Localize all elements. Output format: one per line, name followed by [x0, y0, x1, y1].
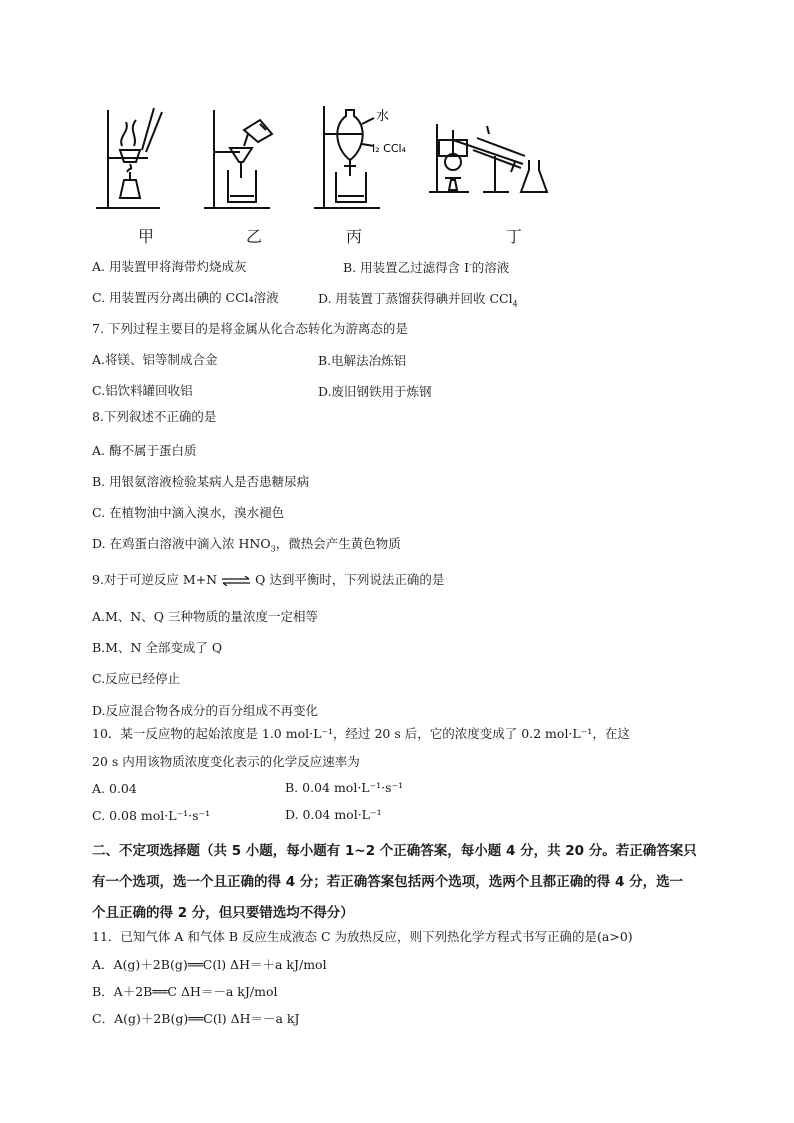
apparatus-ding-figure: [425, 100, 560, 220]
q9-stem: [92, 571, 444, 589]
section2-instructions-line3: 个且正确的得 2 分，但只要错选均不得分）: [92, 905, 354, 921]
section2-instructions-line2: 有一个选项，选一个且正确的得 4 分；若正确答案包括两个选项，选两个且都正确的得 4 分，选一: [92, 874, 684, 890]
q7-option-d: D.废旧钢铁用于炼钢: [318, 384, 432, 399]
q11-option-a: A．A(g)＋2B(g)══C(l) ΔH＝＋a kJ/mol: [92, 957, 327, 972]
q8-option-c: C. 在植物油中滴入溴水，溴水褪色: [92, 505, 285, 520]
q9-stem-text: 9.对于可逆反应 M+N: [92, 572, 218, 587]
q10-option-c: C. 0.08 mol·L⁻¹·s⁻¹: [92, 808, 211, 823]
q6-option-d: [318, 289, 518, 309]
q7-option-a: A.将镁、铝等制成合金: [92, 352, 218, 367]
q11-option-c: C．A(g)＋2B(g)══C(l) ΔH＝－a kJ: [92, 1011, 300, 1026]
q8-option-b: B. 用银氨溶液检验某病人是否患糖尿病: [92, 474, 310, 489]
q9-option-d: D.反应混合物各成分的百分组成不再变化: [92, 703, 319, 718]
q10-stem-line1: 10．某一反应物的起始浓度是 1.0 mol·L⁻¹，经过 20 s 后，它的浓度变成了 0.2 mol·L⁻¹，在这: [92, 726, 630, 741]
q6-option-a: A. 用装置甲将海带灼烧成灰: [92, 259, 247, 274]
apparatus-figures: [90, 100, 560, 250]
q9-option-c: C.反应已经停止: [92, 671, 181, 686]
q6-option-b-text: B. 用装置乙过滤得含 I: [343, 260, 470, 275]
q6-option-b-sup: -: [469, 259, 472, 269]
q8-option-a: A. 酶不属于蛋白质: [92, 443, 197, 458]
apparatus-yi-figure: [200, 100, 290, 220]
q8-option-d-sub: 3: [270, 544, 276, 554]
apparatus-jia-figure: [90, 100, 180, 220]
q8-option-d-tail: ，微热会产生黄色物质: [275, 536, 401, 551]
q10-option-d: D. 0.04 mol·L⁻¹: [285, 807, 382, 822]
q6-option-c: C. 用装置丙分离出碘的 CCl₄溶液: [92, 290, 279, 305]
q8-option-d-text: D. 在鸡蛋白溶液中滴入浓 HNO: [92, 536, 271, 551]
water-label: 水: [376, 109, 390, 124]
q7-stem: 7. 下列过程主要目的是将金属从化合态转化为游离态的是: [92, 321, 408, 336]
q8-option-d: [92, 535, 401, 559]
q10-option-b: B. 0.04 mol·L⁻¹·s⁻¹: [285, 780, 404, 795]
q10-stem-line2: 20 s 内用该物质浓度变化表示的化学反应速率为: [92, 754, 360, 769]
reversible-arrow-icon: [221, 576, 251, 586]
q6-option-d-sub: 4: [512, 299, 518, 309]
figure-label-jia: 甲: [137, 227, 154, 246]
q9-option-b: B.M、N 全部变成了 Q: [92, 640, 223, 655]
section2-instructions-line1: 二、不定项选择题（共 5 小题，每小题有 1~2 个正确答案，每小题 4 分，共 20 分。若正确答案只: [92, 843, 697, 859]
i2-ccl4-label: I₂ CCl₄: [372, 142, 406, 155]
q11-stem: 11．已知气体 A 和气体 B 反应生成液态 C 为放热反应，则下列热化学方程式书写正确的是(a>0): [92, 929, 633, 944]
apparatus-bing-figure: [310, 100, 420, 220]
q7-option-c: C.铝饮料罐回收铝: [92, 383, 193, 398]
q6-option-b-tail: 的溶液: [471, 260, 510, 275]
figure-label-yi: 乙: [245, 227, 262, 246]
q6-option-b: [343, 258, 509, 276]
q11-option-b: B．A＋2B══C ΔH＝－a kJ/mol: [92, 984, 278, 999]
figure-label-bing: 丙: [345, 227, 362, 246]
q10-option-a: A. 0.04: [92, 781, 137, 796]
q9-stem-tail: Q 达到平衡时，下列说法正确的是: [255, 572, 445, 587]
q6-option-d-text: D. 用装置丁蒸馏获得碘并回收 CCl: [318, 291, 513, 306]
q9-option-a: A.M、N、Q 三种物质的量浓度一定相等: [92, 609, 318, 624]
q8-stem: 8.下列叙述不正确的是: [92, 409, 217, 424]
q7-option-b: B.电解法冶炼铝: [318, 353, 407, 368]
figure-label-ding: 丁: [505, 227, 522, 246]
